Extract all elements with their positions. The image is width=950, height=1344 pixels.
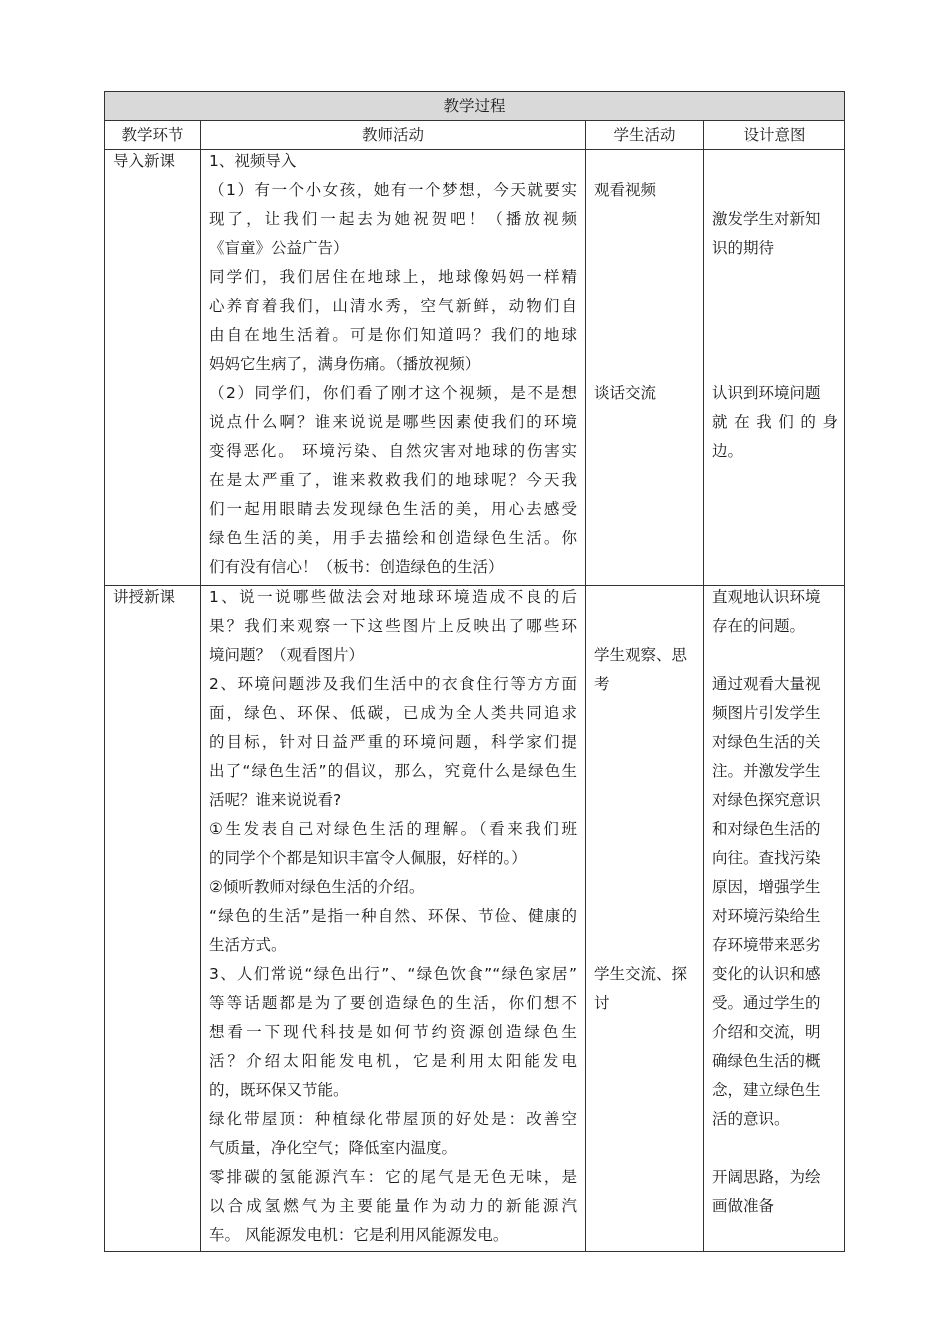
text-line: 现了，让我们一起去为她祝贺吧！（播放视频 <box>209 210 577 228</box>
design-intent-cell <box>712 583 838 1221</box>
text-line: 和对绿色生活的 <box>712 820 821 838</box>
text-line: 通过观看大量视 <box>712 675 821 693</box>
header-teacher: 教师活动 <box>361 126 424 144</box>
table-title: 教学过程 <box>443 97 506 115</box>
text-line: 3、人们常说“绿色出行”、“绿色饮食”“绿色家居” <box>209 965 577 983</box>
text-line: 确绿色生活的概 <box>712 1052 821 1070</box>
text-line: 面，绿色、环保、低碳，已成为全人类共同追求 <box>209 704 577 722</box>
text-line: 出了“绿色生活”的倡议，那么，究竟什么是绿色生 <box>209 762 577 780</box>
text-line: 认识到环境问题 <box>712 384 821 402</box>
stage-cell <box>113 583 175 612</box>
text-line: 果？我们来观察一下这些图片上反映出了哪些环 <box>209 617 577 635</box>
text-line: 就在我们的身 <box>712 413 838 431</box>
text-line: 在是太严重了，谁来救救我们的地球呢？今天我 <box>209 471 577 489</box>
text-line: “绿色的生活”是指一种自然、环保、节俭、健康的 <box>209 907 577 925</box>
text-line: 的目标，针对日益严重的环境问题，科学家们提 <box>209 733 577 751</box>
text-line: 识的期待 <box>712 239 775 257</box>
stage-cell <box>113 147 175 176</box>
text-line: 谈话交流 <box>594 384 657 402</box>
text-line: 激发学生对新知 <box>712 210 821 228</box>
header-stage: 教学环节 <box>121 126 184 144</box>
column-divider <box>200 120 201 1252</box>
student-activity-cell <box>594 641 704 1018</box>
text-line: 画做准备 <box>712 1197 775 1215</box>
design-intent-cell <box>712 205 838 466</box>
text-line: 活的意识。 <box>712 1110 790 1128</box>
column-divider <box>585 120 586 1252</box>
text-line: 2、环境问题涉及我们生活中的衣食住行等方方面 <box>209 675 577 693</box>
text-line: 观看视频 <box>594 181 657 199</box>
text-line: 想看一下现代科技是如何节约资源创造绿色生 <box>209 1023 577 1041</box>
text-line: 绿化带屋顶：种植绿化带屋顶的好处是：改善空 <box>209 1110 577 1128</box>
text-line: 车。 风能源发电机：它是利用风能源发电。 <box>209 1226 509 1244</box>
text-line: 活？介绍太阳能发电机，它是利用太阳能发电 <box>209 1052 577 1070</box>
text-line: 念，建立绿色生 <box>712 1081 821 1099</box>
stage-label: 导入新课 <box>113 152 176 170</box>
text-line: 活呢？谁来说说看? <box>209 791 342 809</box>
text-line: 向往。查找污染 <box>712 849 821 867</box>
text-line: 1、说一说哪些做法会对地球环境造成不良的后 <box>209 588 577 606</box>
text-line: 生活方式。 <box>209 936 287 954</box>
text-line: 频图片引发学生 <box>712 704 821 722</box>
text-line: 绿色生活的美，用手去描绘和创造绿色生活。你 <box>209 529 577 547</box>
text-line: 学生观察、思 <box>594 646 688 664</box>
text-line: 存环境带来恶劣 <box>712 936 821 954</box>
text-line: 心养育着我们，山清水秀，空气新鲜，动物们自 <box>209 297 577 315</box>
header-intent: 设计意图 <box>743 126 806 144</box>
text-line: 考 <box>594 675 610 693</box>
text-line: 1、视频导入 <box>209 152 297 170</box>
text-line: 的，既环保又节能。 <box>209 1081 349 1099</box>
text-line: 对绿色探究意识 <box>712 791 821 809</box>
text-line: 们一起用眼睛去发现绿色生活的美，用心去感受 <box>209 500 577 518</box>
text-line: 由自在地生活着。可是你们知道吗？我们的地球 <box>209 326 577 344</box>
stage-label: 讲授新课 <box>113 588 176 606</box>
text-line: （1）有一个小女孩，她有一个梦想，今天就要实 <box>209 181 577 199</box>
teacher-activity-cell <box>209 147 577 582</box>
header-student: 学生活动 <box>613 126 676 144</box>
text-line: 直观地认识环境 <box>712 588 821 606</box>
text-line: 境问题？（观看图片） <box>209 646 365 664</box>
text-line: 同学们，我们居住在地球上，地球像妈妈一样精 <box>209 268 577 286</box>
text-line: 边。 <box>712 442 744 460</box>
lesson-process-table <box>104 91 845 1252</box>
text-line: 说点什么啊？谁来说说是哪些因素使我们的环境 <box>209 413 577 431</box>
text-line: 的同学个个都是知识丰富令人佩服，好样的。） <box>209 849 527 867</box>
text-line: 对绿色生活的关 <box>712 733 821 751</box>
text-line: 原因，增强学生 <box>712 878 821 896</box>
text-line: 讨 <box>594 994 610 1012</box>
text-line: 受。通过学生的 <box>712 994 821 1012</box>
text-line: 存在的问题。 <box>712 617 806 635</box>
student-activity-cell <box>594 176 656 408</box>
text-line: 对环境污染给生 <box>712 907 821 925</box>
text-line: 妈妈它生病了，满身伤痛。（播放视频） <box>209 355 481 373</box>
text-line: （2）同学们，你们看了刚才这个视频，是不是想 <box>209 384 577 402</box>
text-line: 变得恶化。 环境污染、自然灾害对地球的伤害实 <box>209 442 577 460</box>
text-line: 气质量，净化空气；降低室内温度。 <box>209 1139 458 1157</box>
text-line: 注。并激发学生 <box>712 762 821 780</box>
text-line: ①生发表自己对绿色生活的理解。（看来我们班 <box>209 820 577 838</box>
text-line: 学生交流、探 <box>594 965 688 983</box>
text-line: 介绍和交流，明 <box>712 1023 821 1041</box>
text-line: 开阔思路，为绘 <box>712 1168 821 1186</box>
text-line: 以合成氢燃气为主要能量作为动力的新能源汽 <box>209 1197 577 1215</box>
teacher-activity-cell <box>209 583 577 1250</box>
text-line: 零排碳的氢能源汽车：它的尾气是无色无味，是 <box>209 1168 577 1186</box>
text-line: ②倾听教师对绿色生活的介绍。 <box>209 878 425 896</box>
text-line: 变化的认识和感 <box>712 965 821 983</box>
text-line: 们有没有信心！（板书：创造绿色的生活） <box>209 558 504 576</box>
text-line: 等等话题都是为了要创造绿色的生活，你们想不 <box>209 994 577 1012</box>
text-line: 《盲童》公益广告） <box>209 239 349 257</box>
